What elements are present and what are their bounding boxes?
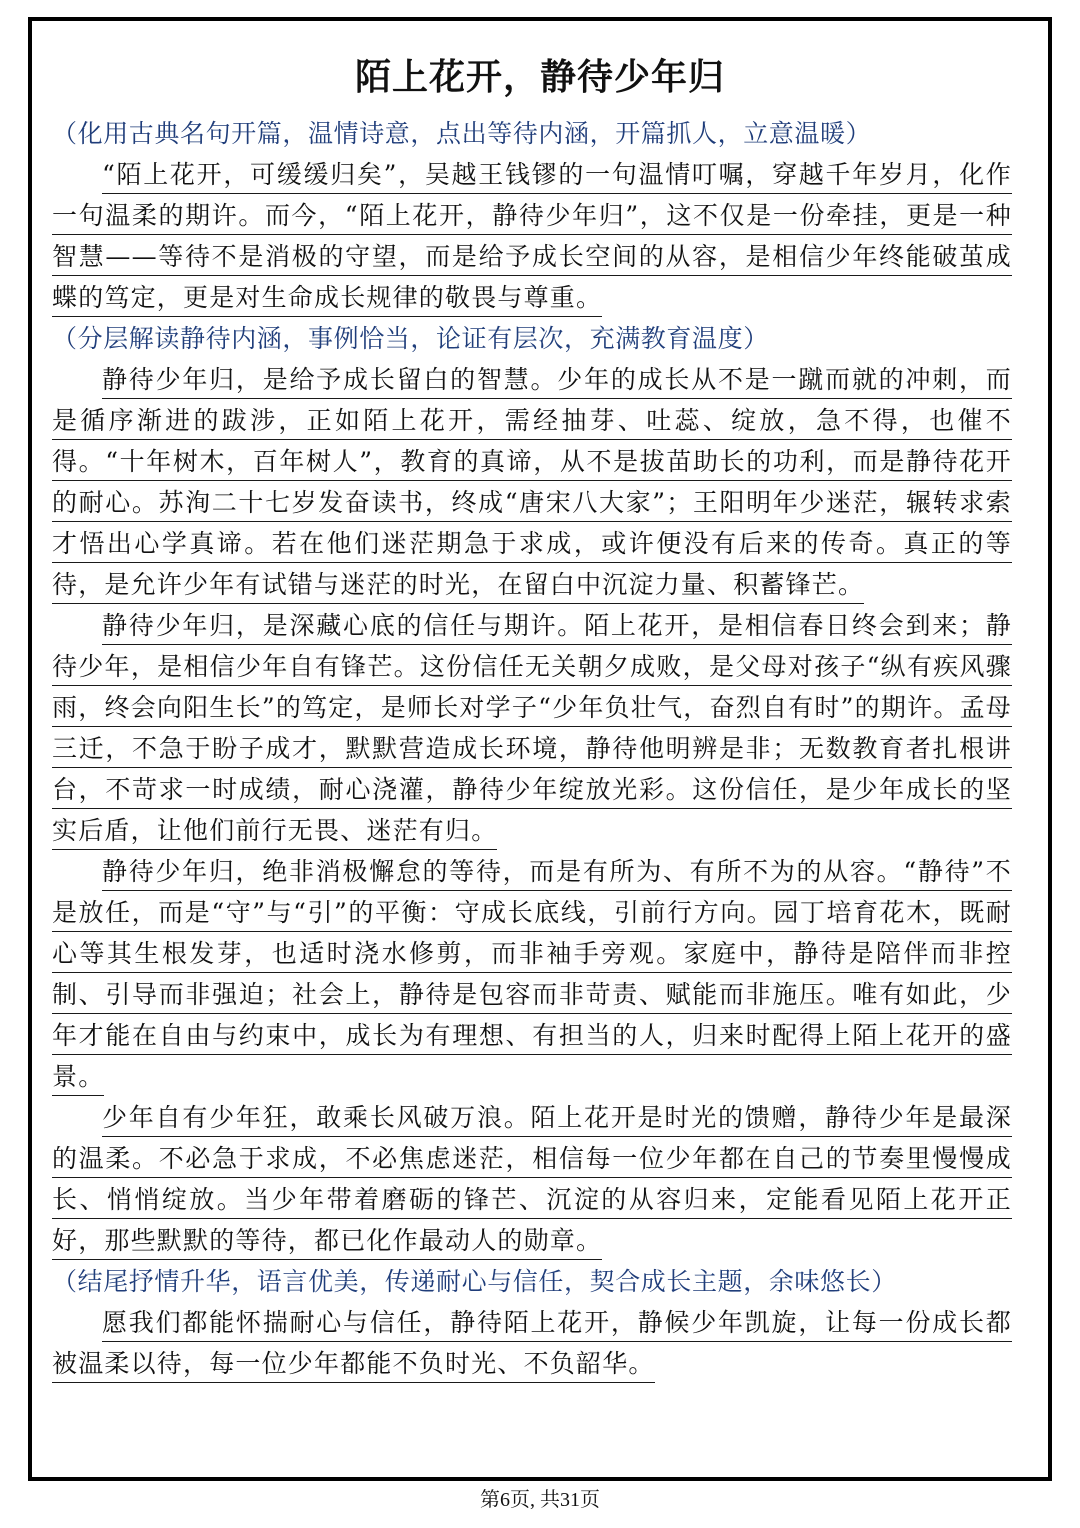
paragraph-3-text: 静待少年归，是深藏心底的信任与期许。陌上花开，是相信春日终会到来；静待少年，是相信少年自有锋芒。这份信任无关朝夕成败，是父母对孩子“纵有疾风骤雨，终会向阳生长”的笃定，是师长对学子“少年负壮气，奋烈自有时”的期许。孟母三迁，不急于盼子成才，默默营造成长环境，静待他明辨是非；无数教育者扎根讲台，不苛求一时成绩，耐心浇灌，静待少年绽放光彩。这份信任，是少年成长的坚实后盾，让他们前行无畏、迷茫有归。 (52, 611, 1012, 850)
essay-title: 陌上花开，静待少年归 (354, 57, 725, 98)
essay-body (52, 113, 1012, 1384)
paragraph-1-text: “陌上花开，可缓缓归矣”，吴越王钱镠的一句温情叮嘱，穿越千年岁月，化作一句温柔的期许。而今，“陌上花开，静待少年归”，这不仅是一份牵挂，更是一种智慧——等待不是消极的守望，而是给予成长空间的从容，是相信少年终能破茧成蝶的笃定，更是对生命成长规律的敬畏与尊重。 (52, 160, 1012, 317)
paragraph-4 (52, 851, 1012, 1097)
page-number: 第6页, 共31页 (480, 1489, 600, 1511)
paragraph-1 (52, 154, 1012, 318)
comment-intro: （化用古典名句开篇，温情诗意，点出等待内涵，开篇抓人，立意温暖） (52, 119, 872, 148)
paragraph-5-text: 少年自有少年狂，敢乘长风破万浪。陌上花开是时光的馈赠，静待少年是最深的温柔。不必急于求成，不必焦虑迷茫，相信每一位少年都在自己的节奏里慢慢成长、悄悄绽放。当少年带着磨砺的锋芒、沉淀的从容归来，定能看见陌上花开正好，那些默默的等待，都已化作最动人的勋章。 (52, 1103, 1012, 1260)
paragraph-4-text: 静待少年归，绝非消极懈怠的等待，而是有所为、有所不为的从容。“静待”不是放任，而是“守”与“引”的平衡：守成长底线，引前行方向。园丁培育花木，既耐心等其生根发芽，也适时浇水修剪，而非袖手旁观。家庭中，静待是陪伴而非控制、引导而非强迫；社会上，静待是包容而非苛责、赋能而非施压。唯有如此，少年才能在自由与约束中，成长为有理想、有担当的人，归来时配得上陌上花开的盛景。 (52, 857, 1012, 1096)
paragraph-2 (52, 359, 1012, 605)
paragraph-6 (52, 1302, 1012, 1384)
comment-ending: （结尾抒情升华，语言优美，传递耐心与信任，契合成长主题，余味悠长） (52, 1267, 897, 1296)
paragraph-5 (52, 1097, 1012, 1261)
comment-body: （分层解读静待内涵，事例恰当，论证有层次，充满教育温度） (52, 324, 769, 353)
paragraph-6-text: 愿我们都能怀揣耐心与信任，静待陌上花开，静候少年凯旋，让每一份成长都被温柔以待，每一位少年都能不负时光、不负韶华。 (52, 1308, 1012, 1383)
paragraph-3 (52, 605, 1012, 851)
paragraph-2-text: 静待少年归，是给予成长留白的智慧。少年的成长从不是一蹴而就的冲刺，而是循序渐进的跋涉，正如陌上花开，需经抽芽、吐蕊、绽放，急不得，也催不得。“十年树木，百年树人”，教育的真谛，从不是拔苗助长的功利，而是静待花开的耐心。苏洵二十七岁发奋读书，终成“唐宋八大家”；王阳明年少迷茫，辗转求索才悟出心学真谛。若在他们迷茫期急于求成，或许便没有后来的传奇。真正的等待，是允许少年有试错与迷茫的时光，在留白中沉淀力量、积蓄锋芒。 (52, 365, 1012, 604)
